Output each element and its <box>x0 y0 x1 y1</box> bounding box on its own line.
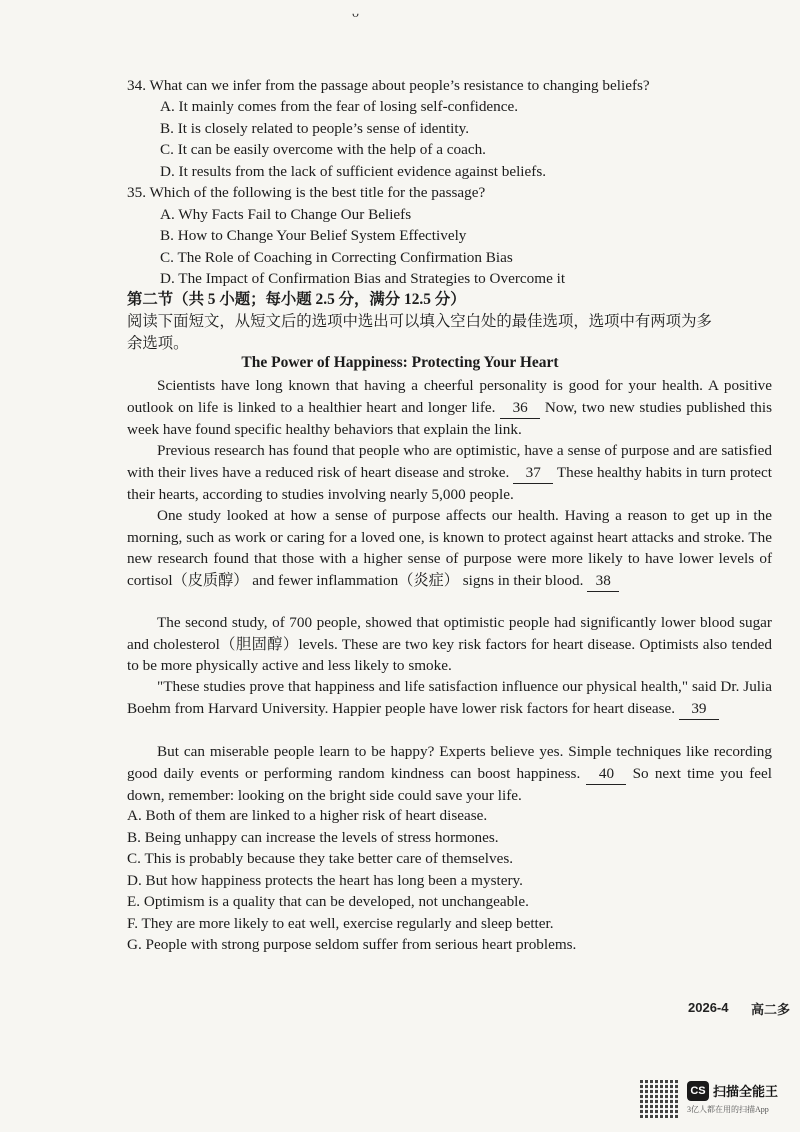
paragraph-2-text-a: Previous research has found that people who are optimistic, have a sense of purpose and are satisfied with their lives have a reduced risk of heart disease and stroke. <box>127 442 772 481</box>
blank-36: 36 <box>500 397 540 420</box>
paragraph-1 <box>127 375 772 441</box>
question-35-option-c: C. The Role of Coaching in Correcting Confirmation Bias <box>160 249 513 266</box>
footer-grade: 高二多 <box>751 1002 791 1017</box>
top-mark: ᴗ <box>352 6 359 21</box>
blank-39: 39 <box>679 698 719 721</box>
camscanner-name: 扫描全能王 <box>713 1084 779 1099</box>
camscanner-tagline: 3亿人都在用的扫描App <box>687 1105 769 1114</box>
paragraph-5 <box>127 676 772 720</box>
blank-40: 40 <box>586 763 626 786</box>
paragraph-2 <box>127 440 772 506</box>
question-34-option-b: B. It is closely related to people’s sense of identity. <box>160 120 470 137</box>
footer-exam-code: 2026-4 <box>688 1000 729 1015</box>
choice-e: E. Optimism is a quality that can be developed, not unchangeable. <box>127 893 529 910</box>
paragraph-1-text-a: Scientists have long known that having a cheerful personality is good for your health. A positive outlook on life is linked to a healthier heart and longer life. <box>127 377 772 416</box>
choice-c: C. This is probably because they take better care of themselves. <box>127 850 514 867</box>
question-35-stem: 35. Which of the following is the best title for the passage? <box>127 184 486 201</box>
paragraph-1-text-b: Now, two new studies published this week have found specific healthy behaviors that explain the link. <box>127 398 772 439</box>
question-34-option-d: D. It results from the lack of sufficient evidence against beliefs. <box>160 163 547 180</box>
passage-title: The Power of Happiness: Protecting Your Heart <box>241 354 559 371</box>
question-34-option-c: C. It can be easily overcome with the help of a coach. <box>160 141 486 158</box>
qr-code-icon <box>640 1080 678 1118</box>
choice-f: F. They are more likely to eat well, exercise regularly and sleep better. <box>127 915 554 932</box>
question-35-option-b: B. How to Change Your Belief System Effectively <box>160 227 467 244</box>
paragraph-3-text: One study looked at how a sense of purpose affects our health. Having a reason to get up in the morning, such as work or caring for a loved one, is known to protect against heart attacks and stroke. The new research found that those with a higher sense of purpose were more likely to have lower levels of cortisol（皮质醇） and fewer inflammation（炎症） signs in their blood. <box>127 507 772 589</box>
paragraph-2-text-b: These healthy habits in turn protect their hearts, according to studies involving nearly 5,000 people. <box>127 463 773 504</box>
scanner-watermark <box>640 1080 790 1120</box>
camscanner-logo: CS <box>687 1081 709 1101</box>
blank-37: 37 <box>513 462 553 485</box>
choice-g: G. People with strong purpose seldom suffer from serious heart problems. <box>127 936 577 953</box>
blank-38: 38 <box>587 570 619 593</box>
paragraph-5-text: "These studies prove that happiness and life satisfaction influence our physical health," said Dr. Julia Boehm from Harvard University. Happier people have lower risk factors for heart disease. <box>127 678 772 717</box>
question-35-option-a: A. Why Facts Fail to Change Our Beliefs <box>160 206 412 223</box>
choice-a: A. Both of them are linked to a higher risk of heart disease. <box>127 807 488 824</box>
section-instruction-line2: 余选项。 <box>127 335 189 352</box>
question-34-option-a: A. It mainly comes from the fear of losing self-confidence. <box>160 98 519 115</box>
paragraph-4: The second study, of 700 people, showed that optimistic people had significantly lower blood sugar and cholesterol（胆固醇）levels. These are two key risk factors for heart disease. Optimists also tended to be more physically active and less likely to smoke. <box>127 614 772 675</box>
question-35-option-d: D. The Impact of Confirmation Bias and Strategies to Overcome it <box>160 270 566 287</box>
paragraph-6 <box>127 741 772 807</box>
choice-d: D. But how happiness protects the heart has long been a mystery. <box>127 872 523 889</box>
paragraph-6-text-b: So next time you feel down, remember: looking on the bright side could save your life. <box>127 764 773 805</box>
section-heading: 第二节（共 5 小题；每小题 2.5 分，满分 12.5 分） <box>127 291 466 308</box>
choice-b: B. Being unhappy can increase the levels of stress hormones. <box>127 829 499 846</box>
question-34-stem: 34. What can we infer from the passage about people’s resistance to changing beliefs? <box>127 77 650 94</box>
paragraph-3 <box>127 505 772 592</box>
paragraph-6-text-a: But can miserable people learn to be happy? Experts believe yes. Simple techniques like recording good daily events or performing random kindness can boost happiness. <box>127 743 772 782</box>
section-instruction-line1: 阅读下面短文，从短文后的选项中选出可以填入空白处的最佳选项，选项中有两项为多 <box>127 313 712 330</box>
